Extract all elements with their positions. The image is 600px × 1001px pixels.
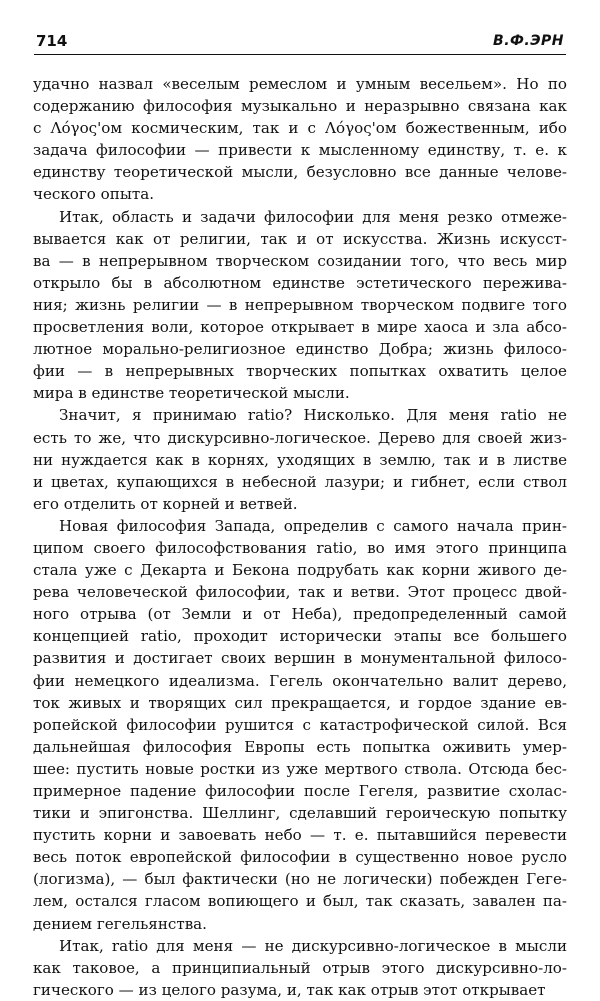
body-text [33,73,567,1001]
text-line: просветления воли, которое открывает в мире хаоса и зла абсо- [33,318,567,337]
text-line: тики и эпигонства. Шеллинг, сделавший героическую попытку [33,804,567,823]
text-line: пустить корни и завоевать небо — т. е. пытавшийся перевести [33,826,567,845]
text-line: лютное морально-религиозное единство Добра; жизнь филосо- [33,340,567,359]
text-line: ного отрыва (от Земли и от Неба), предопределенный самой [33,605,567,624]
running-head: В.Ф.ЭРН [493,33,564,49]
text-line: фии — в непрерывных творческих попытках охватить целое [33,362,567,381]
text-line: весь поток европейской философии в существенно новое русло [33,848,567,867]
text-line: ципом своего философствования ratio, во имя этого принципа [33,538,567,557]
text-line: ва — в непрерывном творческом созидании того, что весь мир [33,251,567,270]
text-line: стала уже с Декарта и Бекона подрубать как корни живого де- [33,561,567,580]
text-line: примерное падение философии после Гегеля, развитие схолас- [33,782,567,800]
text-line: ни нуждается как в корнях, уходящих в землю, так и в листве [33,450,567,469]
text-line: фии немецкого идеализма. Гегель окончательно валит дерево, [33,671,567,690]
paragraph [33,206,567,405]
page-number: 714 [36,32,68,50]
paragraph [33,404,567,514]
text-line: ток живых и творящих сил прекращается, и гордое здание ев- [33,693,567,712]
page-header [34,30,566,55]
paragraph [33,73,567,206]
text-line: вывается как от религии, так и от искусства. Жизнь искусст- [33,229,567,248]
text-line: ческого опыта. [33,185,154,204]
text-line: дением гегельянства. [33,914,207,933]
text-line: и цветах, купающихся в небесной лазури; и гибнет, если ствол [33,472,567,491]
text-line: есть то же, что дискурсивно-логическое. Дерево для своей жиз- [33,428,567,447]
text-line: лем, остался гласом вопиющего и был, так сказать, завален па- [33,892,567,911]
paragraph [33,515,567,935]
text-line: Значит, я принимаю ratio? Нисколько. Для меня ratio не [59,406,567,425]
text-line: (логизма), — был фактически (но не логически) побежден Геге- [33,870,567,889]
text-line: развития и достигает своих вершин в монументальной филосо- [33,649,567,668]
text-line: Итак, область и задачи философии для меня резко отмеже- [59,207,567,226]
text-line: как таковое, а принципиальный отрыв этого дискурсивно-ло- [33,958,567,977]
text-line: рева человеческой философии, так и ветви. Этот процесс двой- [33,583,567,602]
text-line: Новая философия Запада, определив с самого начала прин- [59,516,567,535]
text-line: концепцией ratio, проходит исторически этапы все большего [33,627,567,646]
text-line: удачно назвал «веселым ремеслом и умным весельем». Но по [33,75,567,93]
text-line: шее: пустить новые ростки из уже мертвого ствола. Отсюда бес- [33,759,567,778]
text-line: гического — из целого разума, и, так как отрыв этот открывает [33,980,546,999]
text-line: с Λόγος'ом космическим, так и с Λόγος'ом божественным, ибо [33,119,567,138]
text-line: дальнейшая философия Европы есть попытка оживить умер- [33,737,567,756]
text-line: ния; жизнь религии — в непрерывном творческом подвиге того [33,295,567,314]
text-line: ропейской философии рушится с катастрофической силой. Вся [33,715,567,734]
text-line: содержанию философия музыкально и неразрывно связана как [33,97,567,116]
text-line: задача философии — привести к мысленному единству, т. е. к [33,141,567,160]
text-line: мира в единстве теоретической мысли. [33,384,350,403]
paragraph [33,935,567,1001]
text-line: открыло бы в абсолютном единстве эстетического пережива- [33,273,567,292]
text-line: его отделить от корней и ветвей. [33,494,298,513]
text-line: единству теоретической мысли, безусловно все данные челове- [33,163,567,182]
text-line: Итак, ratio для меня — не дискурсивно-логическое в мысли [59,936,567,955]
